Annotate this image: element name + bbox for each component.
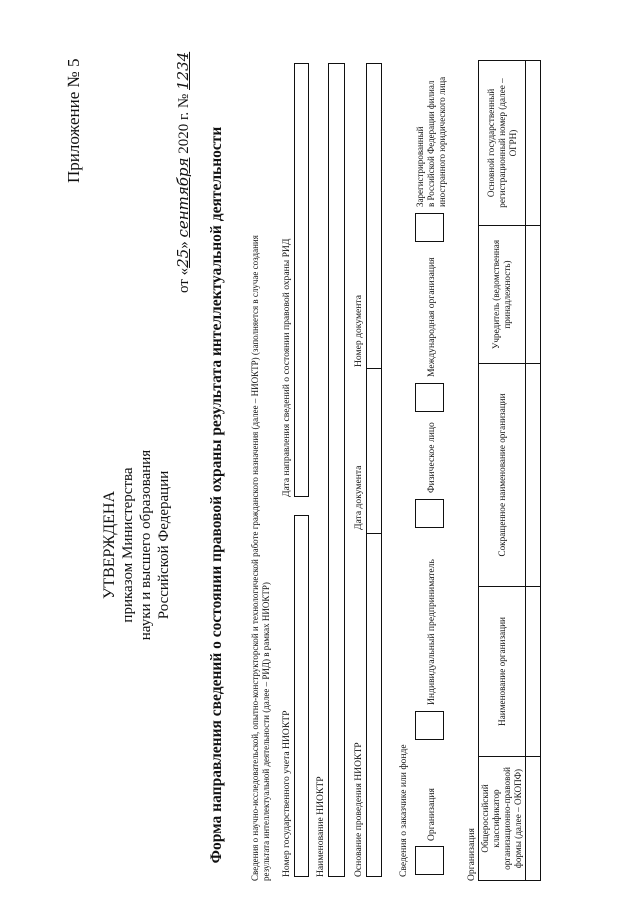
basis-field[interactable]: [366, 63, 382, 877]
customer-entrepreneur-label: Индивидуальный предприниматель: [426, 559, 437, 705]
cell-founder[interactable]: [526, 226, 541, 364]
send-date-field[interactable]: [294, 63, 309, 497]
organization-section-title: Организация: [466, 828, 477, 881]
col-org-name: Наименование организации: [479, 587, 526, 757]
doc-date-label: Дата документа: [353, 465, 364, 530]
col-org-short-name: Сокращенное наименование организации: [479, 364, 526, 587]
doc-number-label: Номер документа: [353, 295, 364, 367]
basis-divider-1: [367, 533, 381, 534]
intro-line-1: Сведения о научно-исследовательской, опытно-конструкторской и технологической работе гражданского назначения (далее – НИОКТР) (заполняется в случае создания: [250, 235, 260, 881]
table-row: [526, 61, 541, 881]
approval-date-line: [174, 52, 193, 293]
approval-line-3: Российской Федерации: [156, 470, 172, 620]
state-reg-number-label: Номер государственного учета НИОКТР: [281, 710, 292, 877]
basis-divider-2: [367, 368, 381, 369]
approval-title: УТВЕРЖДЕНА: [101, 491, 118, 600]
customer-individual-label: Физическое лицо: [426, 422, 437, 493]
send-date-label: Дата направления сведений о состоянии правовой охраны РИД: [281, 238, 292, 497]
approval-order-number: 1234: [174, 51, 192, 90]
basis-label: Основание проведения НИОКТР: [353, 742, 364, 877]
organization-table-header: [479, 61, 526, 881]
cell-org-name[interactable]: [526, 587, 541, 757]
col-founder: Учредитель (ведомственная принадлежность): [479, 226, 526, 364]
customer-foreign-branch-label-1: Зарегистрированный: [415, 126, 425, 207]
approval-date-prefix: от «: [176, 267, 192, 293]
customer-organization-checkbox[interactable]: [415, 846, 444, 875]
col-ogrn: Основной государственный регистрационный номер (далее – ОГРН): [479, 61, 526, 226]
customer-individual-checkbox[interactable]: [415, 499, 444, 528]
customer-foreign-branch-checkbox[interactable]: [415, 213, 444, 242]
niokr-name-field[interactable]: [328, 63, 345, 877]
niokr-name-label: Наименование НИОКТР: [315, 776, 326, 877]
customer-foreign-branch-label-3: иностранного юридического лица: [437, 76, 447, 207]
customer-section-title: Сведения о заказчике или фонде: [398, 744, 409, 877]
organization-table: [478, 60, 541, 881]
approval-year-text: 2020 г. №: [176, 93, 192, 154]
form-title: Форма направления сведений о состоянии правовой охраны результата интеллектуальной деятельности: [208, 126, 225, 864]
customer-entrepreneur-checkbox[interactable]: [415, 711, 444, 740]
approval-line-1: приказом Министерства: [120, 467, 136, 623]
customer-international-checkbox[interactable]: [415, 383, 444, 412]
customer-foreign-branch-label-2: в Российской Федерации филиал: [426, 80, 436, 207]
cell-org-short-name[interactable]: [526, 364, 541, 587]
approval-day: 25: [174, 248, 192, 268]
approval-month: сентября: [174, 157, 192, 238]
appendix-number: Приложение № 5: [64, 58, 83, 183]
cell-ogrn[interactable]: [526, 61, 541, 226]
cell-okopf[interactable]: [526, 757, 541, 881]
customer-organization-label: Организация: [426, 788, 437, 841]
approval-line-2: науки и высшего образования: [138, 449, 154, 641]
approval-day-close: »: [176, 241, 192, 249]
col-okopf: Общероссийский классификатор организационно-правовой формы (далее – ОКОПФ): [479, 757, 526, 881]
customer-international-label: Международная организация: [426, 257, 437, 377]
state-reg-number-field[interactable]: [294, 515, 309, 877]
intro-line-2: результата интеллектуальной деятельности (далее – РИД) в рамках НИОКТР): [261, 582, 271, 881]
